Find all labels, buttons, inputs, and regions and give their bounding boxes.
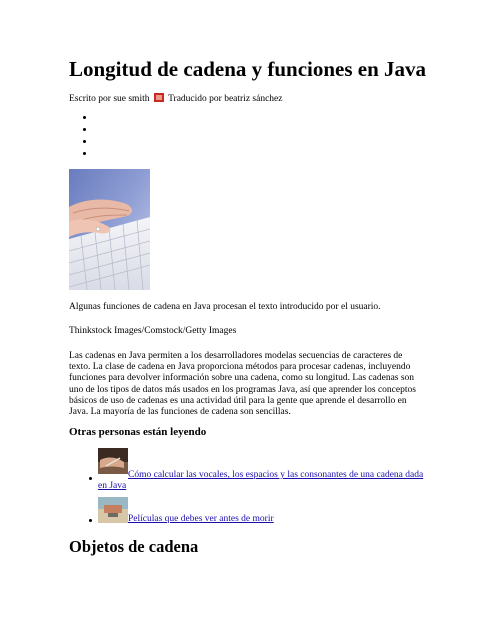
byline-author: Escrito por sue smith: [69, 94, 150, 104]
article-title: Longitud de cadena y funciones en Java: [69, 57, 427, 81]
section-heading: Objetos de cadena: [69, 537, 199, 556]
photo-credit: Thinkstock Images/Comstock/Getty Images: [69, 326, 237, 336]
article-body: Las cadenas en Java permiten a los desarrolladores modelas secuencias de caracteres de texto. La clase de cadena en Java proporciona métodos para procesar cadenas, incluyendo funciones para devolver información sobre una cadena, como su longitud. Las cadenas son uno de los tipos de datos más usados en los programas Java, así que aprender los conceptos básicos de uso de cadenas es una actividad útil para la gente que aprende el desarrollo en Java. La mayoría de las funciones de cadena son sencillas.: [69, 351, 416, 418]
byline-translator: Traducido por beatriz sánchez: [168, 94, 283, 104]
byline: [69, 93, 282, 104]
others-reading-heading: Otras personas están leyendo: [69, 426, 207, 438]
related-link-1[interactable]: Cómo calcular las vocales, los espacios y las consonantes de una cadena dada en Java: [98, 470, 424, 492]
related-link-2[interactable]: Películas que debes ver antes de morir: [128, 514, 274, 524]
translation-flag-icon: [154, 93, 164, 102]
photo-caption: Algunas funciones de cadena en Java procesan el texto introducido por el usuario.: [69, 302, 381, 312]
bullet: [89, 477, 92, 480]
hands-typing-keyboard-photo: [69, 169, 150, 290]
list-item: [69, 497, 429, 527]
bullet: [89, 519, 92, 522]
list-item: [69, 448, 429, 494]
